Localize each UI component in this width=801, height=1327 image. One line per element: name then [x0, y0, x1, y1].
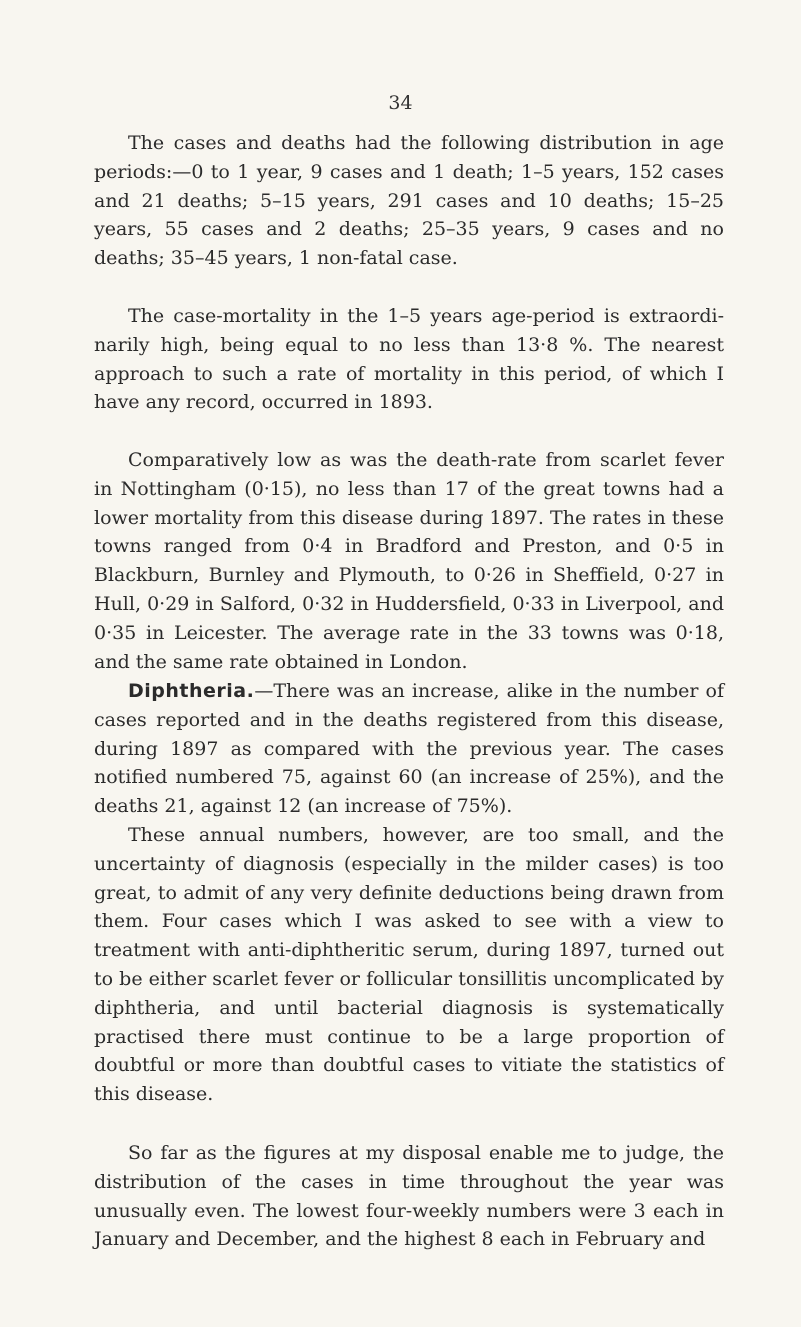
section-heading-diphtheria: Diphtheria. [128, 680, 255, 702]
paragraph-diphtheria-text: —There was an increase, alike in the number of cases reported and in the deaths registered from this disease, during 1897 as compared with the previous year. The cases notified numbered 75, against 60 (an increase of 25%), and the deaths 21, against 12 (an increase of 75%). [94, 680, 724, 818]
paragraph-diagnosis-uncertainty: These annual numbers, however, are too small, and the uncertainty of diagnosis (especially in the milder cases) is too great, to admit of any very definite deductions being drawn from them. Four cases which I was asked to see with a view to treatment with anti-diphtheritic serum, during 1897, turned out to be either scarlet fever or follicular tonsillitis uncomplicated by diphtheria, and until bacterial diagnosis is systematically practised there must continue to be a large proportion of doubtful or more than doubtful cases to vitiate the statistics of this disease. [94, 824, 724, 1106]
paragraph-scarlet-fever-comparison: Comparatively low as was the death-rate from scarlet fever in Nottingham (0·15), no less than 17 of the great towns had a lower mortality from this disease during 1897. The rates in these towns ranged from 0·4 in Bradford and Preston, and 0·5 in Blackburn, Burnley and Plymouth, to 0·26 in Sheffield, 0·27 in Hull, 0·29 in Salford, 0·32 in Huddersfield, 0·33 in Liverpool, and 0·35 in Leicester. The average rate in the 33 towns was 0·18, and the same rate obtained in London. [94, 449, 724, 673]
paragraph-age-distribution: The cases and deaths had the following distribution in age periods:—0 to 1 year, 9 cases and 1 death; 1–5 years, 152 cases and 21 deaths; 5–15 years, 291 cases and 10 deaths; 15–25 years, 55 cases and 2 deaths; 25–35 years, 9 cases and no deaths; 35–45 years, 1 non-fatal case. [94, 132, 724, 270]
page-number: 34 [388, 92, 413, 114]
paragraph-time-distribution: So far as the figures at my disposal enable me to judge, the distribution of the cases in time throughout the year was unusually even. The lowest four-weekly numbers were 3 each in January and December, and the highest 8 each in February and [94, 1142, 724, 1251]
paragraph-diphtheria [94, 677, 724, 821]
paragraph-case-mortality: The case-mortality in the 1–5 years age-period is extraordi-narily high, being equal to no less than 13·8 %. The nearest approach to such a rate of mortality in this period, of which I have any record, occurred in 1893. [94, 305, 724, 414]
